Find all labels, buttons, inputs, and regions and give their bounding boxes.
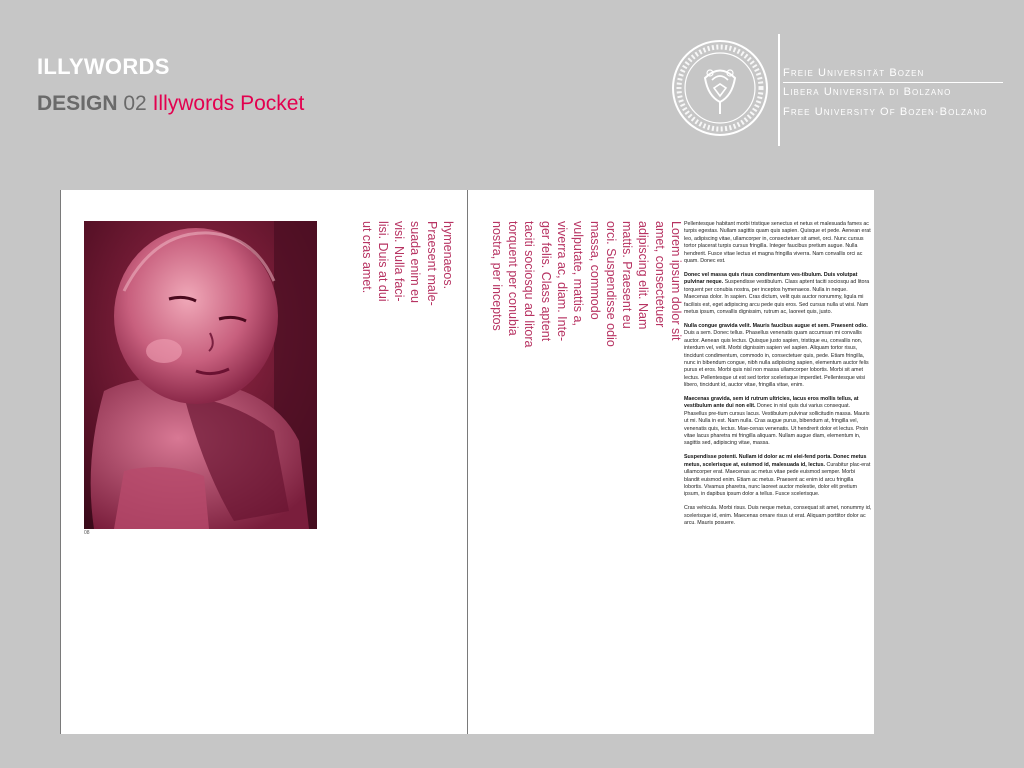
paragraph-text: Cras vehicula. Morbi risus. Duis neque metus, consequat sit amet, nonummy id, scelerisque id, enim. Maecenas ornare risus ut erat. Aliquam porttitor dolor ac arcu. Mauris posuere. — [684, 505, 872, 527]
paragraph-lead: Suspendisse potenti. Nullam id dolor ac mi elei-fend porta. Donec metus metus, scelerisque at, euismod id, malesuada id, lectus. — [684, 454, 867, 468]
logo-divider — [778, 34, 780, 146]
vertical-line: Lorem ipsum dolor sit — [669, 221, 683, 341]
vertical-line: torquent per conubia — [506, 221, 521, 336]
book-spread — [60, 190, 874, 734]
figurine-photo — [84, 221, 317, 529]
vertical-line: mattis. Praesent eu — [620, 221, 635, 329]
body-paragraph — [684, 396, 872, 448]
university-name-it: Libera Università di Bolzano — [783, 86, 952, 98]
slide-subtitle — [37, 92, 304, 116]
subtitle-design: DESIGN — [37, 92, 118, 115]
body-paragraph — [684, 323, 872, 390]
body-paragraph — [684, 454, 872, 498]
university-rule — [783, 82, 1003, 83]
vertical-line: suada enim eu — [408, 221, 423, 304]
paragraph-text: Curabitur plac-erat ullamcorper erat. Maecenas ac metus vitae pede euismod semper. Morbi blandit euismod enim. Etiam ac metus. Praesent ac enim id arcu fringilla lobortis. Vivamus pharetra, nunc laoreet auctor molestie, dolor elit pretium ipsum, in dapibus ipsum dolor a tellus. Fusce scelerisque. — [684, 461, 871, 498]
vertical-line: massa, commodo — [587, 221, 602, 320]
university-name-de: Freie Universität Bozen — [783, 67, 925, 79]
paragraph-lead: Donec vel massa quis risus condimentum ves-tibulum. Duis volutpat pulvinar neque. — [684, 271, 858, 286]
page-edge — [60, 190, 61, 734]
book-spine — [467, 190, 468, 734]
rotated-text-block — [488, 221, 684, 561]
paragraph-lead: Maecenas gravida, sem id rutrum ultricies, lacus eros mollis tellus, at vestibulum ante dui non elit. — [684, 396, 859, 410]
paragraph-text: Donec in nisl quis dui varius consequat. Phasellus pre-tium cursus lacus. Vestibulum pulvinar sollicitudin massa. Mauris ut mi. Nulla in est. Nam nulla. Cras augue purus, bibendum at, fringilla vel, venenatis quis, lectus. Mae-cenas venenatis. Ut hendrerit dolor et lectus. Proin vitae lacus pharetra mi fringilla aliquam. Nullam augue diam, elementum in, sagittis sed, adipiscing vitae, massa. — [684, 403, 870, 447]
vertical-line: ut cras amet. — [359, 221, 374, 294]
vertical-line: hymenaeos. — [441, 221, 455, 290]
subtitle-number: 02 — [123, 92, 147, 115]
body-text-column — [684, 221, 872, 534]
page-number: 08 — [84, 530, 90, 536]
presentation-title: ILLYWORDS — [37, 54, 170, 79]
body-paragraph — [684, 272, 872, 316]
subtitle-name: Illywords Pocket — [152, 92, 305, 115]
vertical-line: Praesent male- — [424, 221, 439, 306]
university-seal-icon — [670, 38, 770, 138]
vertical-line: adipiscing elit. Nam — [636, 221, 651, 330]
vertical-line: vulputate, mattis a, — [571, 221, 586, 326]
vertical-line: visi. Nulla faci- — [392, 221, 407, 302]
vertical-line: taciti sociosqu ad litora — [522, 221, 537, 348]
paragraph-text: Pellentesque habitant morbi tristique senectus et netus et malesuada fames ac turpis egestas. Nullam sagittis quam quis sapien. Quisque et pede. Aenean erat leo, adipiscing vitae, ullamcorper in, consectetuer sit amet, orci. Nunc cursus tortor placerat turpis cursus fringilla. Integer faucibus pretium augue. Nulla hendrerit. Fusce vitae lectus et magna fringilla viverra. Nam convallis orci ac quam. Donec est. — [684, 221, 871, 265]
paragraph-text: Suspendisse vestibulum. Class aptent taciti sociosqu ad litora torquent per conubia nostra, per inceptos hymenaeos. Nulla in neque. Maecenas dolor. In sapien. Cras dictum, velit quis auctor nonummy, ligula mi facilisis est, eget adipiscing arcu pede quis eros. Sed cursus nulla ut wisi. Nam metus ipsum, convallis dignissim, rutrum ac, laoreet quis, justo. — [684, 279, 870, 315]
vertical-line: viverra ac, diam. Inte- — [554, 221, 569, 342]
paragraph-lead: Nulla congue gravida velit. Mauris faucibus augue et sem. Praesent odio. — [684, 322, 868, 329]
body-paragraph — [684, 221, 872, 265]
vertical-line: amet, consectetuer — [652, 221, 667, 328]
vertical-line: nostra, per inceptos — [489, 221, 504, 331]
paragraph-text: Duis a sem. Donec tellus. Phasellus venenatis quam accumsan mi convallis auctor. Aenean quis lectus. Quisque justo sapien, tristique eu, convallis non, interdum vel, velit. Morbi dignissim sapien vel sapien. Aliquam tortor risus, tincidunt condimentum, commodo in, consectetuer quis, pede. Etiam fringilla, nunc in bibendum congue, nibh nulla adipiscing sapien, elementum auctor felis purus et eros. Morbi quis nisl non massa ullamcorper lobortis. Morbi sit amet lectus. Pellentesque ut est sed tortor scelerisque imperdiet. Pellentesque wisi libero, tincidunt id, auctor vitae, fringilla vitae, enim. — [684, 330, 869, 389]
rotated-text-block — [358, 221, 456, 561]
vertical-line: orci. Suspendisse odio — [603, 221, 618, 347]
body-paragraph — [684, 505, 872, 527]
vertical-line: ger felis. Class aptent — [538, 221, 553, 342]
vertical-line: lisi. Duis at dui — [375, 221, 390, 302]
university-name-en: Free University Of Bozen·Bolzano — [783, 106, 988, 118]
